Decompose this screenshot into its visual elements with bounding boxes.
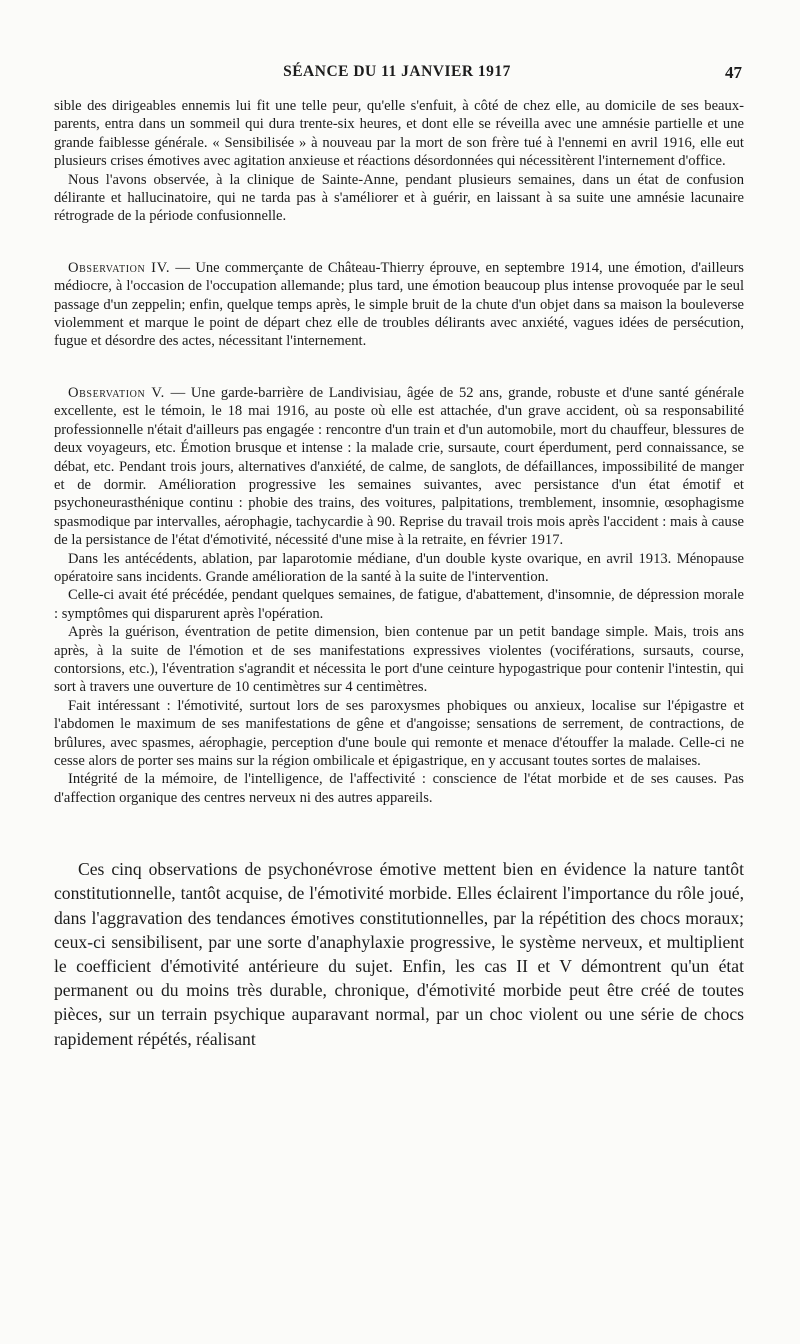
- running-header: [52, 63, 742, 87]
- page-body: [54, 97, 744, 1051]
- observation-4-text: — Une commerçante de Château-Thierry éprouve, en septembre 1914, une émotion, d'ailleurs médiocre, à l'occasion de l'occupation allemande; plus tard, une émotion beaucoup plus intense provoquée par le seul passage d'un zeppelin; enfin, quelque temps après, le simple bruit de la chute d'un objet dans sa maison la bouleverse violemment et marque le point de départ chez elle de troubles délirants avec anxiété, vagues idées de persécution, fugue et désordre des actes, nécessitant l'internement.: [54, 259, 744, 350]
- section-gap: [54, 807, 744, 857]
- paragraph-conclusion: Ces cinq observations de psychonévrose émotive mettent bien en évidence la nature tantôt constitutionnelle, tantôt acquise, de l'émotivité morbide. Elles éclairent l'importance du rôle joué, dans l'aggravation des tendances émotives constitutionnelles, par la répétition des chocs moraux; ceux-ci sensibilisent, par une sorte d'anaphylaxie progressive, le système nerveux, et multiplient le coefficient d'émotivité antérieure du sujet. Enfin, les cas II et V démontrent qu'un état permanent ou du moins très durable, chronique, d'émotivité morbide peut être créé de toutes pièces, sur un terrain psychique auparavant normal, par un choc violent ou une série de chocs rapidement répétés, réalisant: [54, 859, 744, 1049]
- running-title: SÉANCE DU 11 JANVIER 1917: [283, 63, 511, 80]
- observation-5-text: — Une garde-barrière de Landivisiau, âgée de 52 ans, grande, robuste et d'une santé générale excellente, est le témoin, le 18 mai 1916, au poste où elle est attachée, d'un grave accident, où sa responsabilité professionnelle n'était d'ailleurs pas engagée : rencontre d'un train et d'un automobile, mort du chauffeur, blessures de deux voyageurs, etc. Émotion brusque et intense : la malade crie, sursaute, court éperdument, perd connaissance, se débat, etc. Pendant trois jours, alternatives d'anxiété, de calme, de sanglots, de défaillances, impossibilité de manger et de dormir. Amélioration progressive les semaines suivantes, avec persistance d'un état émotif et psychoneurasthénique continu : phobie des trains, des voitures, palpitations, tremblement, insomnie, œsophagisme spasmodique par intervalles, aérophagie, tachycardie à 90. Reprise du travail trois mois après l'accident : mais à cause de la persistance de l'état d'émotivité, nécessité d'une mise à la retraite, en février 1917.: [54, 384, 744, 549]
- section-gap: [54, 351, 744, 384]
- paragraph-continuation: sible des dirigeables ennemis lui fit une telle peur, qu'elle s'enfuit, à côté de chez elle, au domicile de ses beaux-parents, entra dans un sommeil qui dura trente-six heures, et dont elle se réveilla avec une amnésie partielle et une grande faiblesse générale. « Sensibilisée » à nouveau par la mort de son frère tué à l'ennemi en avril 1916, elle eut plusieurs crises émotives avec agitation anxieuse et réactions désordonnées qui nécessitèrent l'internement d'office.: [54, 98, 744, 170]
- conclusion-section: [54, 857, 744, 1051]
- observation-5: [54, 384, 744, 550]
- paragraph-antecedents: Dans les antécédents, ablation, par laparotomie médiane, d'un double kyste ovarique, en avril 1913. Ménopause opératoire sans incidents. Grande amélioration de la santé à la suite de l'intervention.: [54, 550, 744, 585]
- section-gap: [54, 226, 744, 259]
- observation-5-label: Observation V.: [68, 384, 165, 401]
- page-number: 47: [725, 63, 742, 82]
- case-report-section: [54, 97, 744, 807]
- paragraph-fait-interessant: Fait intéressant : l'émotivité, surtout lors de ses paroxysmes phobiques ou anxieux, localise sur l'épigastre et l'abdomen le maximum de ses manifestations de gêne et d'angoisse; sensations de serrement, de contractions, de brûlures, avec spasmes, aérophagie, perception d'une boule qui remonte et menace d'étouffer la malade. Celle-ci ne cesse alors de porter ses mains sur la région ombilicale et épigastrique, en y accusant toutes sortes de malaises.: [54, 697, 744, 769]
- paragraph-integrite: Intégrité de la mémoire, de l'intelligence, de l'affectivité : conscience de l'état morbide et de ses causes. Pas d'affection organique des centres nerveux ni des autres appareils.: [54, 771, 744, 806]
- paragraph-apres-guerison: Après la guérison, éventration de petite dimension, bien contenue par un petit bandage simple. Mais, trois ans après, à la suite de l'émotion et de ses manifestations expressives violentes (vociférations, sursauts, course, contorsions, etc.), l'éventration s'agrandit et nécessita le port d'une ceinture hypogastrique pour contenir l'intestin, qui sort à travers une ouverture de 10 centimètres sur 4 centimètres.: [54, 624, 744, 696]
- observation-4-label: Observation IV.: [68, 259, 171, 276]
- observation-4: [54, 259, 744, 351]
- paragraph-sainte-anne: Nous l'avons observée, à la clinique de Sainte-Anne, pendant plusieurs semaines, dans un état de confusion délirante et hallucinatoire, qui ne tarda pas à s'améliorer et à guérir, en laissant à sa suite une amnésie lacunaire rétrograde de la période confusionnelle.: [54, 171, 744, 225]
- paragraph-celle-ci: Celle-ci avait été précédée, pendant quelques semaines, de fatigue, d'abattement, d'insomnie, de dépression morale : symptômes qui disparurent après l'opération.: [54, 587, 744, 622]
